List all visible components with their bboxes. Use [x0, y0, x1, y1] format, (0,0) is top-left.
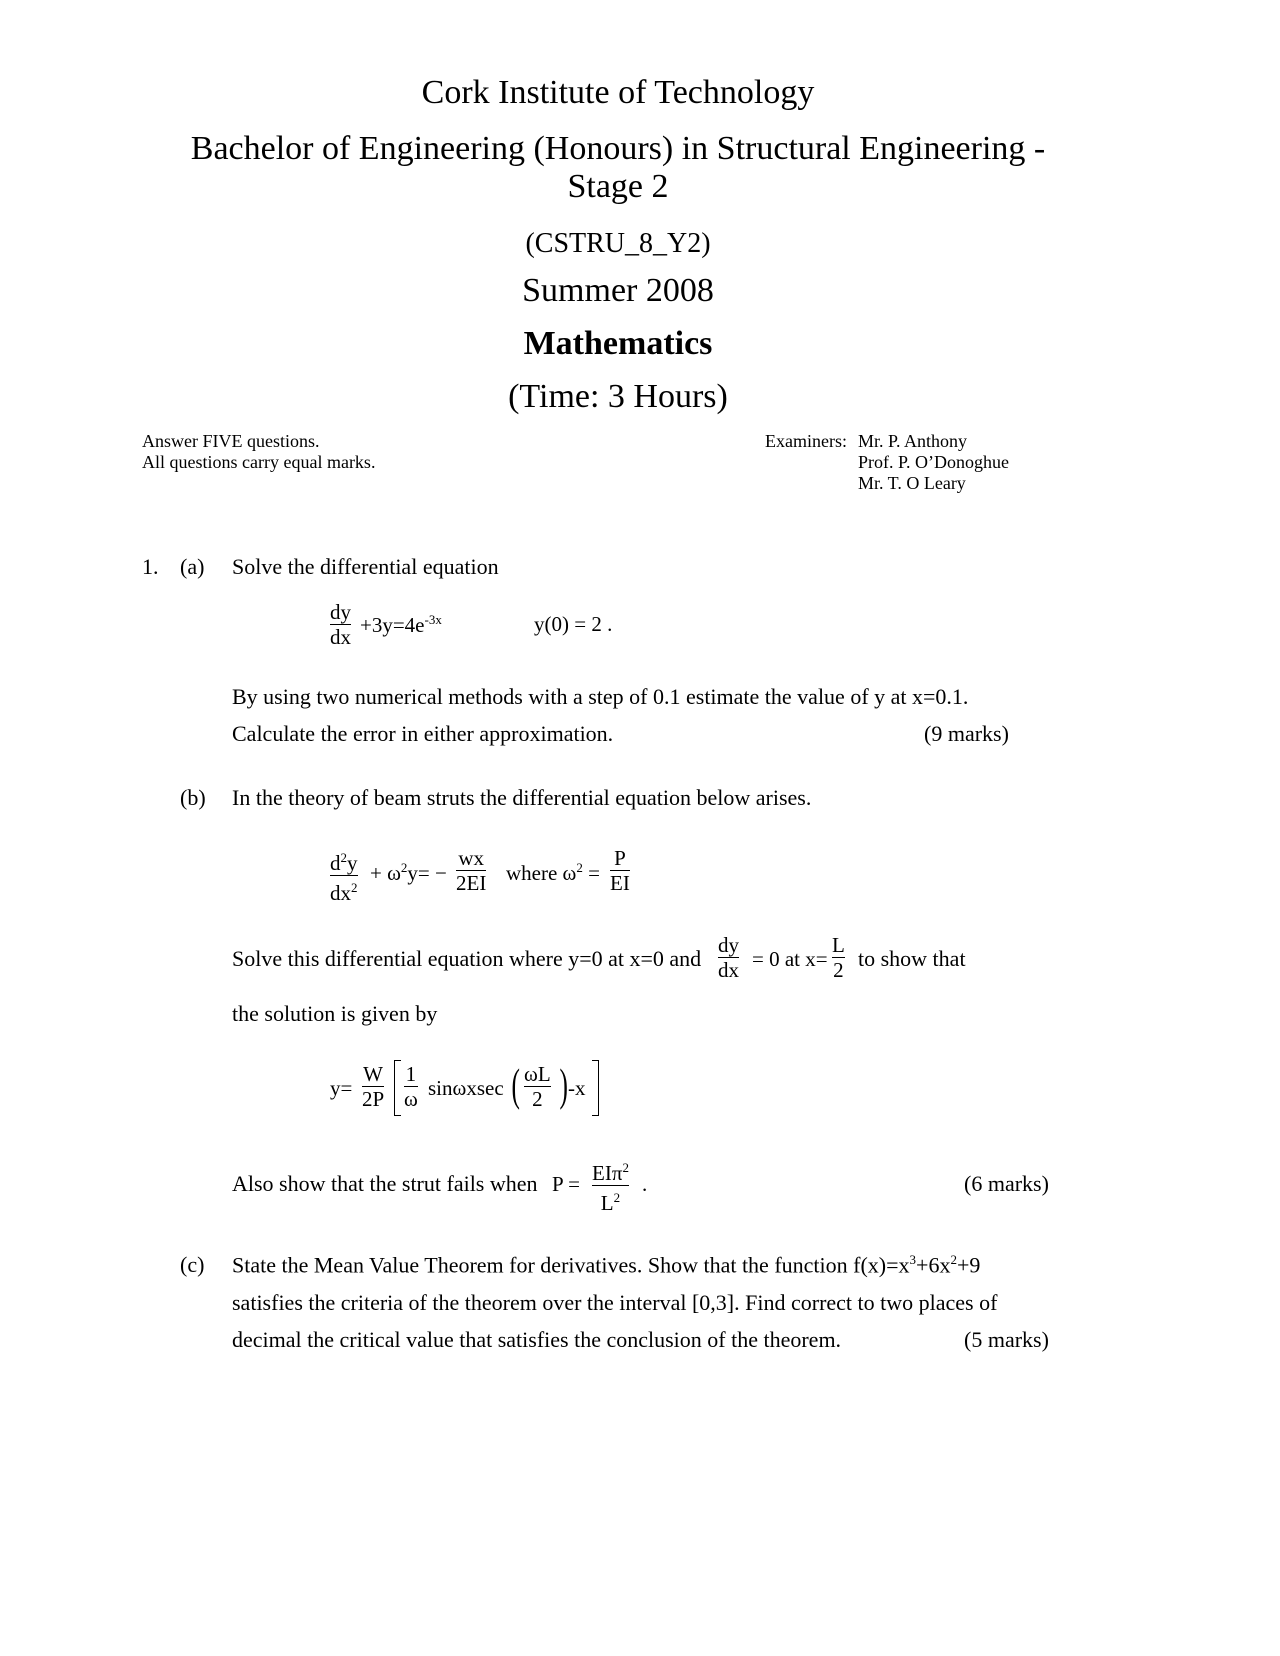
part-b-intro: In the theory of beam struts the differential equation below arises. [232, 785, 812, 810]
show-that-text: to show that [858, 946, 966, 971]
instruction-2: All questions carry equal marks. [142, 452, 376, 472]
part-a-initial-condition: y(0) = 2 . [534, 612, 613, 636]
part-c-line-3: decimal the critical value that satisfies the conclusion of the theorem. [232, 1327, 842, 1352]
numerator: ωL [524, 1062, 551, 1086]
numerator: EIπ$^2$ [592, 1160, 629, 1185]
numerator: L [832, 933, 845, 957]
part-b-omega-fraction [610, 846, 630, 895]
subject-title: Mathematics [523, 325, 713, 362]
left-bracket [394, 1060, 401, 1116]
instruction-1: Answer FIVE questions. [142, 431, 320, 451]
failure-period: . [642, 1172, 648, 1196]
exam-session: Summer 2008 [522, 272, 714, 309]
boundary-l-half [832, 933, 845, 982]
denominator: 2EI [456, 871, 487, 895]
question-number: 1. [142, 554, 159, 579]
right-paren: ) [559, 1059, 568, 1110]
numerator: dy [718, 933, 739, 957]
part-b-marks: (6 marks) [964, 1171, 1049, 1196]
part-c-line-1: State the Mean Value Theorem for derivatives. Show that the function $f(x)=x^3+6x^2+9$ [232, 1252, 981, 1278]
part-a-marks: (9 marks) [924, 721, 1009, 746]
failure-p-equals: P = [552, 1172, 580, 1196]
part-b-second-derivative [330, 846, 358, 905]
part-a-line-2: Calculate the error in either approximation. [232, 721, 614, 746]
part-b-solve-text: Solve this differential equation where y=0 at x=0 and [232, 946, 702, 971]
solution-w-over-2p [362, 1062, 384, 1111]
part-a-label: (a) [180, 554, 205, 579]
numerator: $d^2y$ [330, 850, 358, 875]
part-b-rhs-fraction [456, 846, 486, 895]
numerator: wx [458, 846, 484, 870]
institution-title: Cork Institute of Technology [421, 74, 815, 111]
denominator: 2 [532, 1087, 543, 1111]
denominator: ω [404, 1087, 418, 1111]
part-b-equation-mid: + $\omega^2y=$ − [370, 860, 447, 885]
part-b-label: (b) [180, 785, 206, 810]
part-a-intro: Solve the differential equation [232, 554, 499, 579]
denominator: EI [610, 871, 630, 895]
part-a-line-1: By using two numerical methods with a step of 0.1 estimate the value of y at x=0.1. [232, 684, 969, 709]
denominator: 2 [833, 958, 844, 982]
solution-y: y= [330, 1076, 353, 1100]
course-code: (CSTRU_8_Y2) [525, 228, 711, 259]
part-b-where: where $\omega^2$ = [506, 860, 600, 885]
examiner-name: Prof. P. O’Donoghue [858, 452, 1009, 472]
part-c-label: (c) [180, 1252, 205, 1277]
denominator: $dx^2$ [330, 880, 358, 905]
programme-line-1: Bachelor of Engineering (Honours) in Structural Engineering - [190, 130, 1046, 167]
part-c-marks: (5 marks) [964, 1327, 1049, 1352]
solution-intro: the solution is given by [232, 1001, 438, 1026]
denominator: dx [330, 625, 351, 649]
numerator: dy [330, 600, 351, 624]
exam-duration: (Time: 3 Hours) [508, 378, 728, 415]
solution-sin-sec: sinωxsec [428, 1076, 504, 1100]
failure-text: Also show that the strut fails when [232, 1171, 538, 1196]
boundary-derivative [718, 933, 739, 982]
numerator: W [363, 1062, 383, 1086]
left-paren: ( [511, 1059, 520, 1110]
numerator: 1 [405, 1062, 417, 1086]
part-a-derivative [330, 600, 351, 649]
examiners-label: Examiners: [765, 431, 847, 451]
denominator: $L^2$ [600, 1190, 621, 1215]
examiner-name: Mr. T. O Leary [858, 473, 966, 493]
solution-minus-x: -x [568, 1076, 586, 1100]
solution-omega-l-half [524, 1062, 551, 1111]
failure-load-fraction [592, 1156, 629, 1215]
programme-line-2: Stage 2 [567, 168, 669, 205]
part-c-line-2: satisfies the criteria of the theorem over the interval [0,3]. Find correct to two places of [232, 1290, 998, 1315]
solution-1-over-omega [404, 1062, 418, 1111]
numerator: P [614, 846, 626, 870]
denominator: 2P [362, 1087, 385, 1111]
boundary-condition: = 0 at x= [752, 947, 828, 971]
examiner-name: Mr. P. Anthony [858, 431, 968, 451]
right-bracket [592, 1060, 599, 1116]
denominator: dx [718, 958, 739, 982]
part-a-equation-rest: $+3y=4e^{-3x}$ [360, 612, 442, 637]
